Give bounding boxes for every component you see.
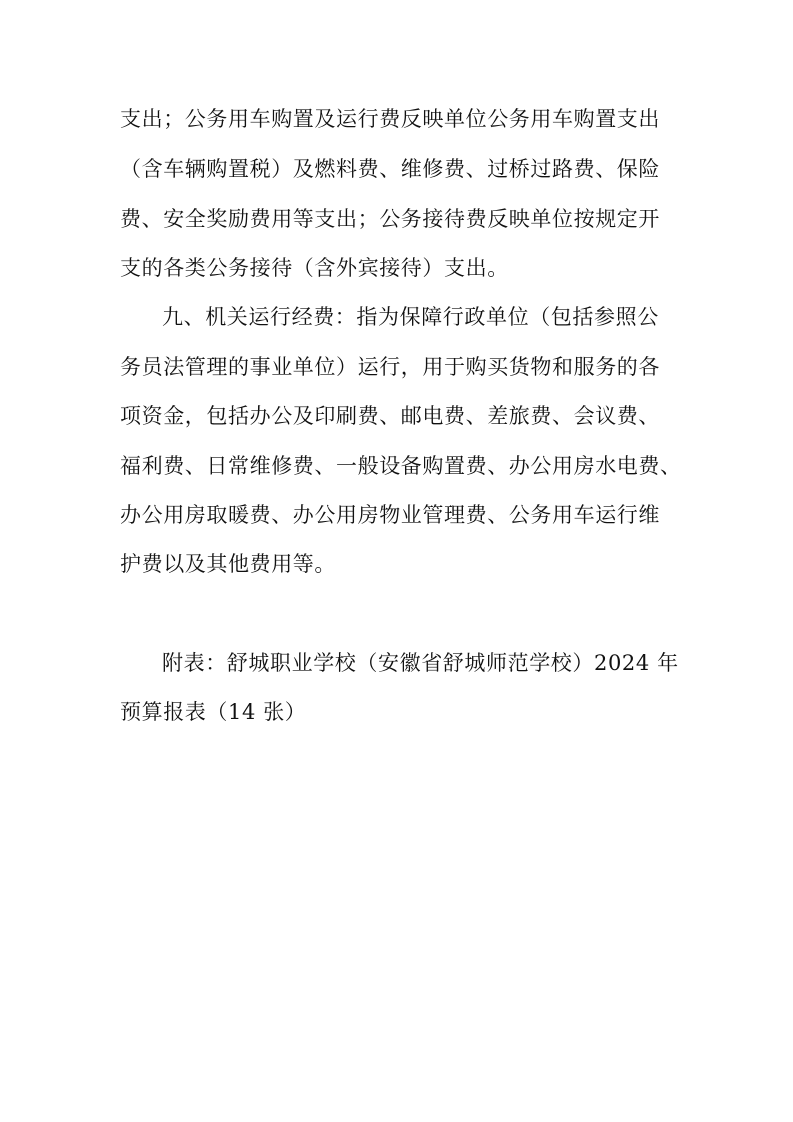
text-line: 费、安全奖励费用等支出；公务接待费反映单位按规定开 <box>120 207 660 231</box>
text-line: 务员法管理的事业单位）运行，用于购买货物和服务的各 <box>120 355 660 379</box>
text-line: （含车辆购置税）及燃料费、维修费、过桥过路费、保险 <box>120 157 660 181</box>
text-line: 福利费、日常维修费、一般设备购置费、办公用房水电费、 <box>120 454 682 478</box>
text-line: 九、机关运行经费：指为保障行政单位（包括参照公 <box>162 305 659 329</box>
text-line: 支出；公务用车购置及运行费反映单位公务用车购置支出 <box>120 107 660 131</box>
text-line: 支的各类公务接待（含外宾接待）支出。 <box>120 256 509 280</box>
text-line: 办公用房取暖费、办公用房物业管理费、公务用车运行维 <box>120 503 660 527</box>
text-line: 附表：舒城职业学校（安徽省舒城师范学校）2024 年 <box>162 651 679 675</box>
text-line: 项资金，包括办公及印刷费、邮电费、差旅费、会议费、 <box>120 404 660 428</box>
text-line: 预算报表（14 张） <box>120 700 307 724</box>
text-line: 护费以及其他费用等。 <box>120 552 336 576</box>
